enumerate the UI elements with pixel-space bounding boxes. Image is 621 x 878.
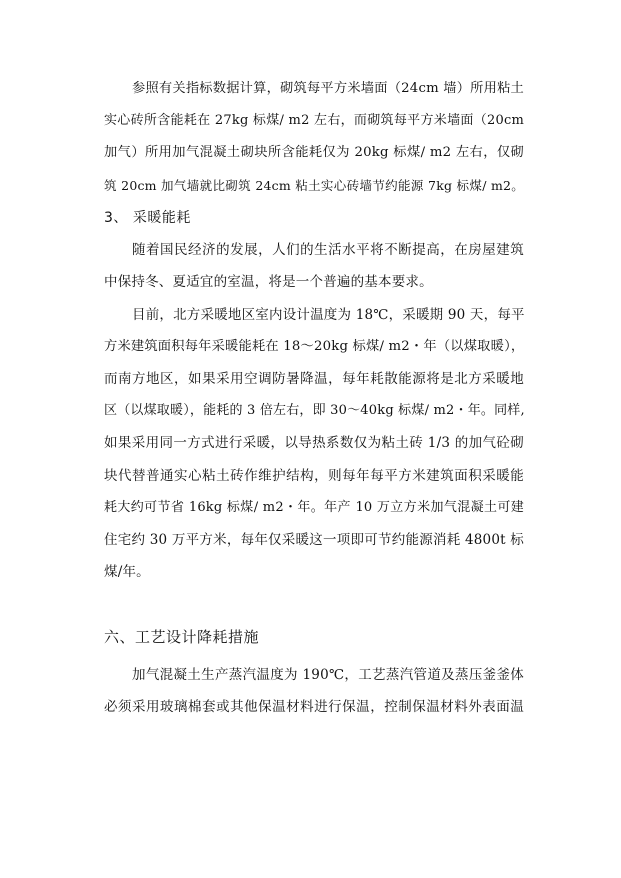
paragraph-2-line-2: 中保持冬、夏适宜的室温，将是一个普遍的基本要求。 (104, 274, 433, 290)
paragraph-3-line-6: 块代替普通实心粘土砖作维护结构，则每年每平方米建筑面积采暖能 (104, 468, 524, 484)
paragraph-3-line-3: 而南方地区，如果采用空调防暑降温，每年耗散能源将是北方采暖地 (104, 371, 524, 387)
paragraph-1-line-2: 实心砖所含能耗在 27kg 标煤/ m2 左右，而砌筑每平方米墙面（20cm (104, 113, 524, 128)
paragraph-3-line-9: 煤/年。 (104, 564, 150, 580)
paragraph-2-line-1: 随着国民经济的发展，人们的生活水平将不断提高，在房屋建筑 (132, 242, 524, 258)
paragraph-3-line-8: 住宅约 30 万平方米，每年仅采暖这一项即可节约能源消耗 4800t 标 (104, 532, 524, 548)
paragraph-3-line-1: 目前，北方采暖地区室内设计温度为 18℃，采暖期 90 天，每平 (132, 307, 525, 323)
paragraph-3-line-2: 方米建筑面积每年采暖能耗在 18～20kg 标煤/ m2・年（以煤取暖）， (104, 339, 525, 354)
paragraph-3-line-7: 耗大约可节省 16kg 标煤/ m2・年。年产 10 万立方米加气混凝土可建 (104, 500, 524, 515)
paragraph-1-line-4: 筑 20cm 加气墙就比砌筑 24cm 粘土实心砖墙节约能源 7kg 标煤/ m2。 (104, 178, 524, 193)
paragraph-3-line-4: 区（以煤取暖），能耗的 3 倍左右，即 30～40kg 标煤/ m2・年。同样, (104, 403, 525, 418)
paragraph-4-line-1: 加气混凝土生产蒸汽温度为 190℃，工艺蒸汽管道及蒸压釜釜体 (132, 667, 524, 683)
paragraph-1-line-3: 加气）所用加气混凝土砌块所含能耗仅为 20kg 标煤/ m2 左右，仅砌 (104, 145, 524, 160)
paragraph-4-line-2: 必须采用玻璃棉套或其他保温材料进行保温，控制保温材料外表面温 (104, 699, 524, 715)
subsection-heading-heating-energy: 3、 采暖能耗 (104, 210, 191, 226)
paragraph-1-line-1: 参照有关指标数据计算，砌筑每平方米墙面（24cm 墙）所用粘土 (132, 81, 524, 96)
section-title-process-design: 六、工艺设计降耗措施 (104, 628, 260, 646)
paragraph-3-line-5: 如果采用同一方式进行采暖，以导热系数仅为粘土砖 1/3 的加气砼砌 (104, 435, 524, 451)
